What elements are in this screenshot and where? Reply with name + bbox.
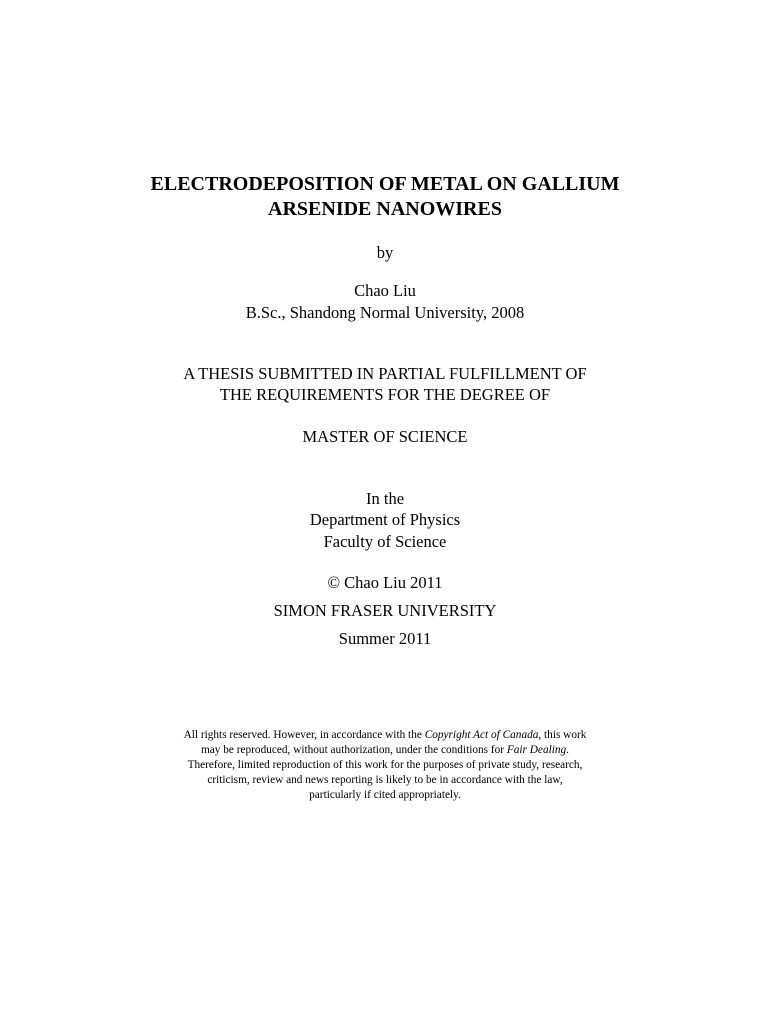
rights-notice-line-5: particularly if cited appropriately. <box>309 789 461 801</box>
rights-notice-line-4: criticism, review and news reporting is likely to be in accordance with the law, <box>207 774 563 786</box>
fair-dealing-reference: Fair Dealing <box>506 744 567 756</box>
by-label: by <box>376 243 394 262</box>
department-name: Department of Physics <box>309 510 461 529</box>
faculty-name: Faculty of Science <box>323 532 447 551</box>
rights-notice-line-1 <box>0 730 770 741</box>
submission-statement-line-1: A THESIS SUBMITTED IN PARTIAL FULFILLMENT OF <box>183 364 587 383</box>
copyright-act-reference: Copyright Act of Canada <box>424 729 539 741</box>
author-prior-degree: B.Sc., Shandong Normal University, 2008 <box>245 303 525 322</box>
rights-notice-line-3: Therefore, limited reproduction of this work for the purposes of private study, research, <box>187 759 583 771</box>
author-name: Chao Liu <box>354 281 416 300</box>
in-the-label: In the <box>365 489 405 508</box>
term-line: Summer 2011 <box>338 629 432 648</box>
rights-notice-line-2 <box>0 745 770 756</box>
university-name: SIMON FRASER UNIVERSITY <box>273 601 497 620</box>
submission-statement-line-2: THE REQUIREMENTS FOR THE DEGREE OF <box>219 385 551 404</box>
copyright-line: © Chao Liu 2011 <box>327 573 443 592</box>
rights-notice-text: may be reproduced, without authorization, under the conditions for <box>200 744 507 756</box>
rights-notice-text: All rights reserved. However, in accordance with the <box>183 729 425 741</box>
rights-notice-text: , this work <box>538 729 587 741</box>
degree-name: MASTER OF SCIENCE <box>302 427 468 446</box>
thesis-title-line-2: ARSENIDE NANOWIRES <box>268 198 502 220</box>
thesis-title-line-1: ELECTRODEPOSITION OF METAL ON GALLIUM <box>150 173 620 195</box>
rights-notice-text: . <box>566 744 569 756</box>
